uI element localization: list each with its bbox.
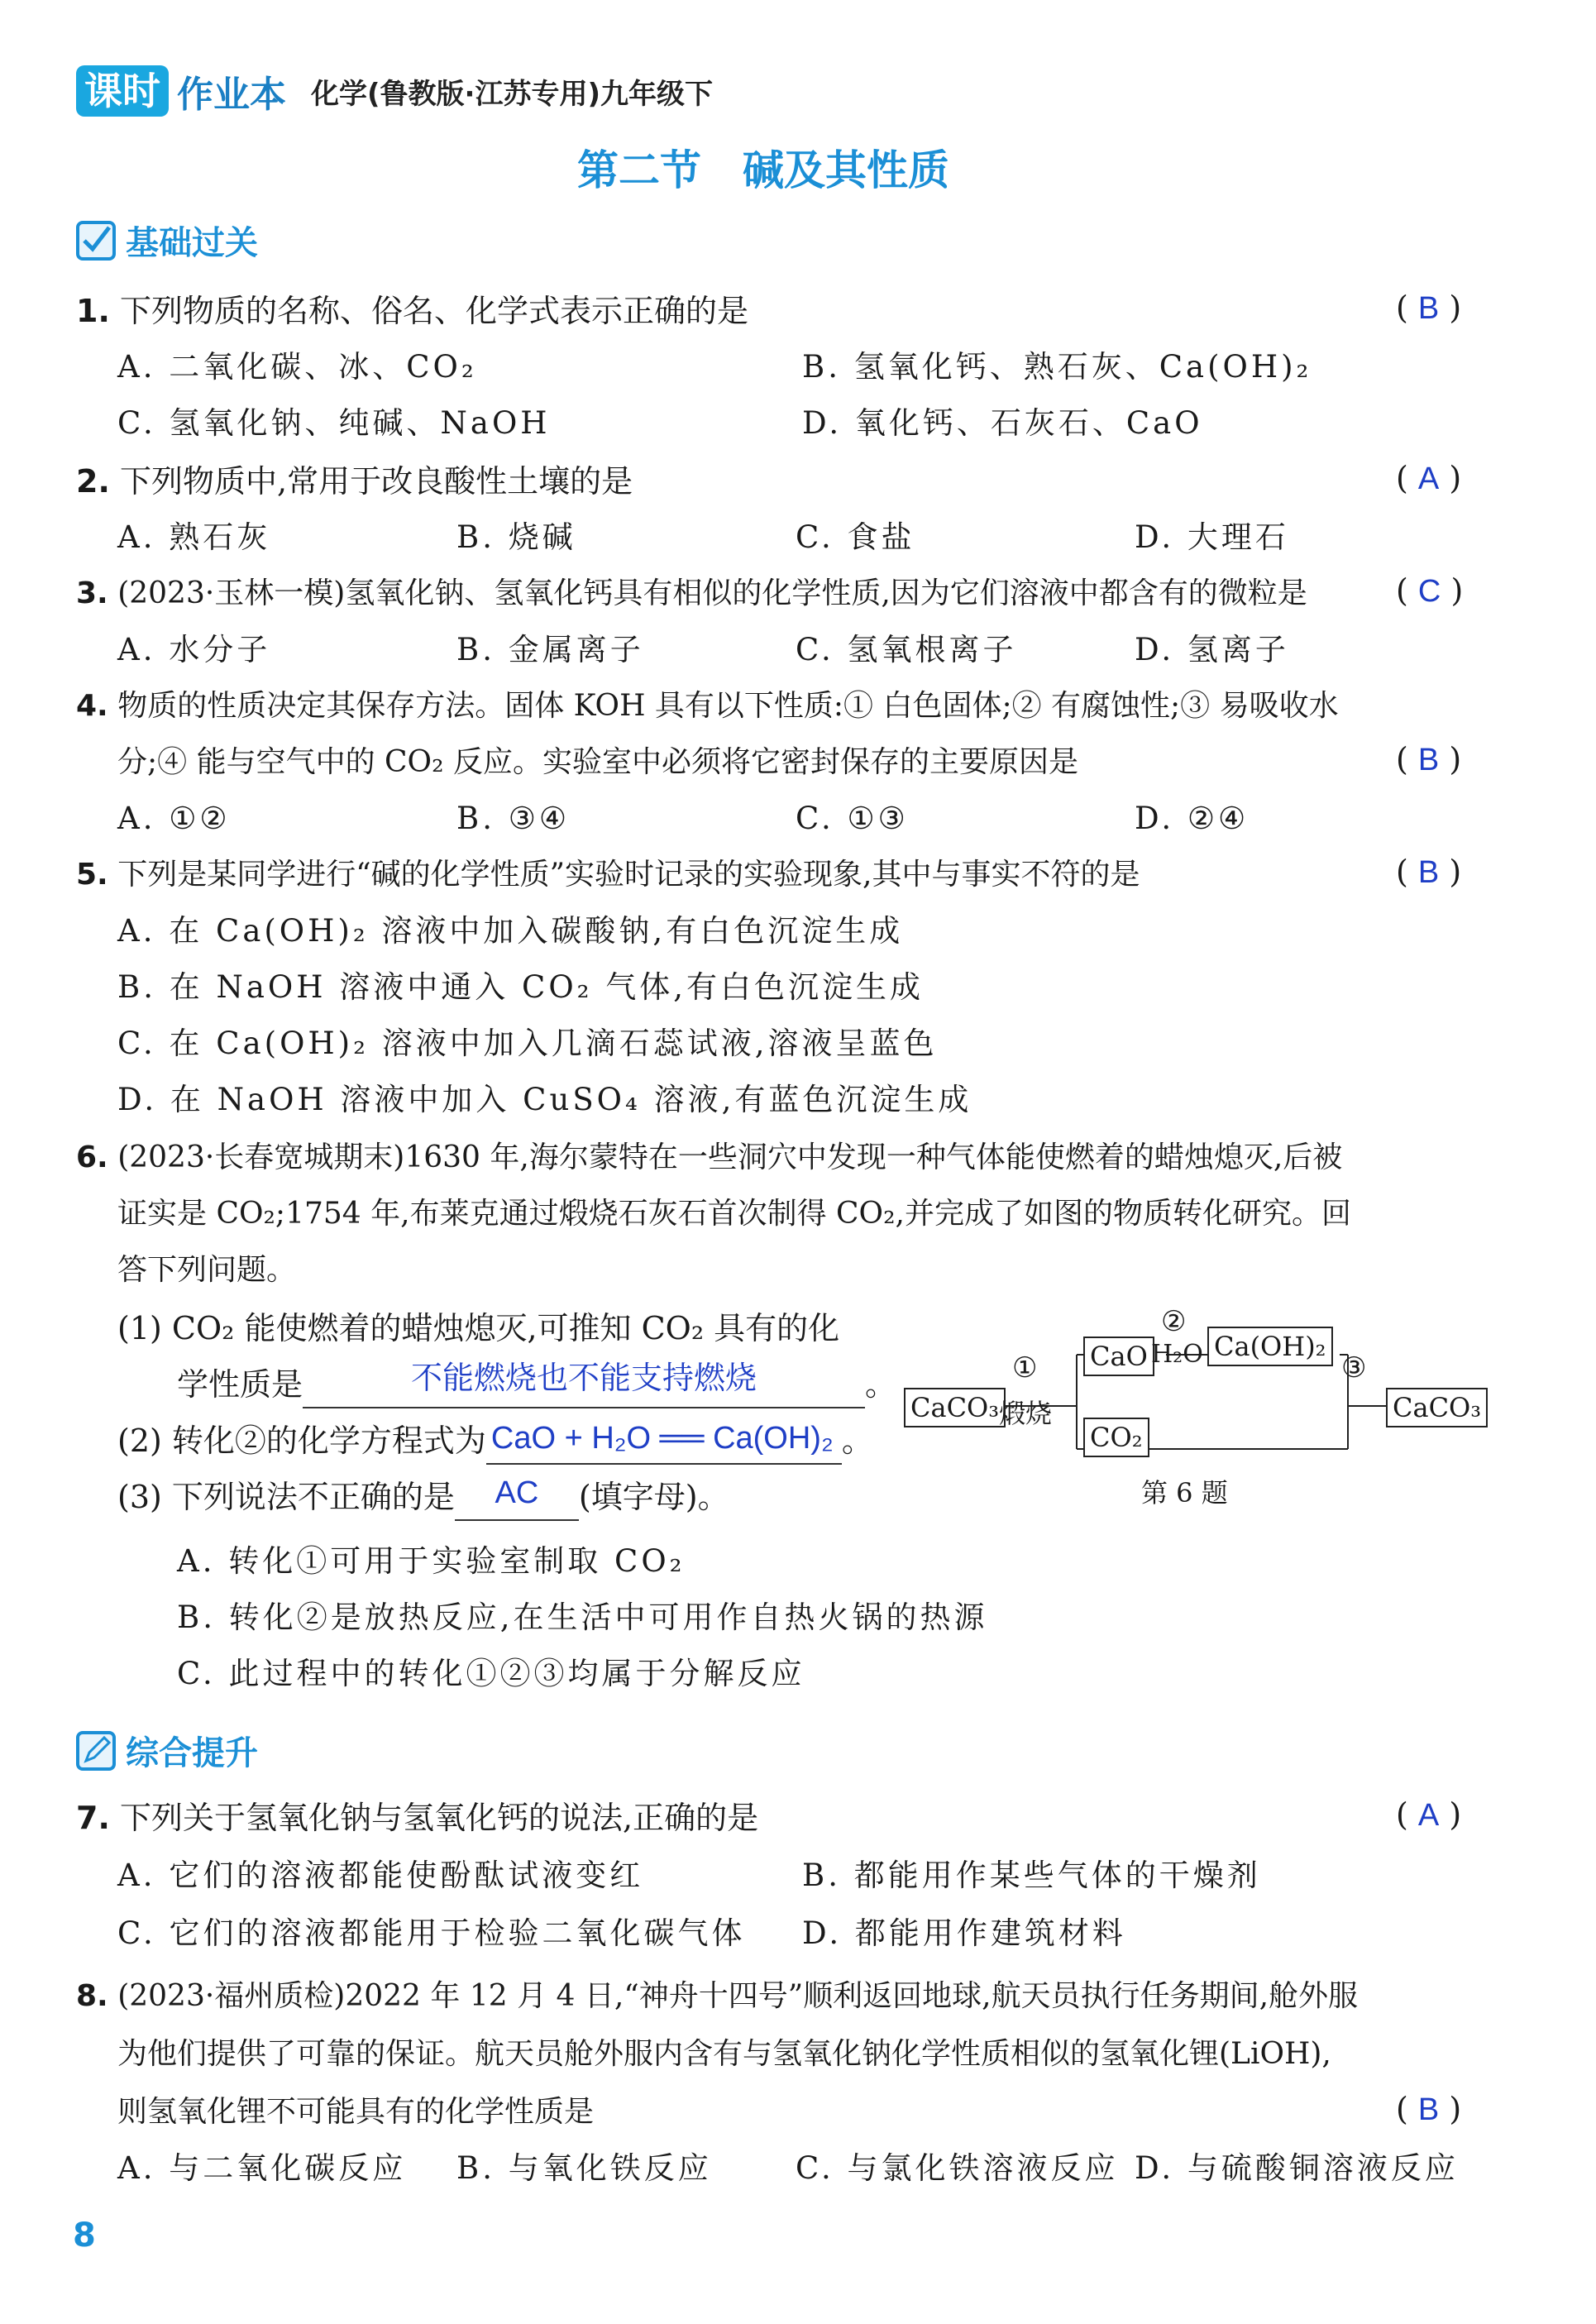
answer-bracket-3: ( C ) <box>1396 572 1464 609</box>
question-5: 5. 下列是某同学进行“碱的化学性质”实验时记录的实验现象,其中与事实不符的是 <box>76 858 1140 892</box>
step-1-marker: ① <box>1012 1351 1038 1384</box>
answer-5: B <box>1417 855 1440 890</box>
question-3: 3. (2023·玉林一模)氢氧化钠、氢氧化钙具有相似的化学性质,因为它们溶液中都含有的微粒是 <box>76 576 1307 610</box>
node-co2: CO₂ <box>1083 1418 1149 1457</box>
node-cao: CaO <box>1083 1337 1154 1376</box>
option: D. 氢离子 <box>1135 632 1289 667</box>
option: A. ①② <box>117 801 231 836</box>
answer-8: B <box>1417 2092 1440 2127</box>
q6-sub1-line1: (1) CO₂ 能使燃着的蜡烛熄灭,可推知 CO₂ 具有的化 <box>117 1310 840 1346</box>
option: D. 都能用作建筑材料 <box>802 1915 1126 1951</box>
option: D. ②④ <box>1135 801 1250 836</box>
option: A. 在 Ca(OH)₂ 溶液中加入碳酸钠,有白色沉淀生成 <box>117 913 904 949</box>
check-icon <box>76 221 116 261</box>
question-4: 4. 物质的性质决定其保存方法。固体 KOH 具有以下性质:① 白色固体;② 有腐蚀性;③ 易吸收水 <box>76 689 1339 723</box>
pencil-icon <box>76 1731 116 1771</box>
option: A. 二氧化碳、冰、CO₂ <box>117 349 477 385</box>
subhead-basic: 基础过关 <box>76 217 258 264</box>
header <box>76 65 713 117</box>
option: C. 氢氧化钠、纯碱、NaOH <box>117 405 551 441</box>
option: D. 在 NaOH 溶液中加入 CuSO₄ 溶液,有蓝色沉淀生成 <box>117 1082 972 1117</box>
question-8: 8. (2023·福州质检)2022 年 12 月 4 日,“神舟十四号”顺利返回地球,航天员执行任务期间,舱外服 <box>76 1979 1359 2013</box>
answer-bracket-1: ( B ) <box>1396 289 1462 326</box>
answer-bracket-8: ( B ) <box>1396 2091 1462 2127</box>
page-number: 8 <box>73 2216 96 2255</box>
option: C. 食盐 <box>796 519 915 555</box>
logo: 课时 <box>76 65 169 117</box>
question-8-line2: 为他们提供了可靠的保证。航天员舱外服内含有与氢氧化钠化学性质相似的氢氧化锂(LiOH), <box>117 2037 1331 2071</box>
subhead-advanced: 综合提升 <box>76 1727 258 1774</box>
q6-sub2-answer: CaO + H₂O ══ Ca(OH)₂ <box>490 1421 834 1456</box>
answer-4: B <box>1417 743 1440 777</box>
answer-2: A <box>1417 461 1440 496</box>
q6-sub1-line2: 学性质是 不能燃烧也不能支持燃烧 。 <box>177 1363 896 1408</box>
q6-sub1-answer: 不能燃烧也不能支持燃烧 <box>411 1361 757 1396</box>
option: B. ③④ <box>456 801 571 836</box>
option: A. 与二氧化碳反应 <box>117 2150 407 2186</box>
book-title: 作业本 <box>177 74 286 116</box>
option: A. 水分子 <box>117 632 271 667</box>
question-8-line3: 则氢氧化锂不可能具有的化学性质是 <box>117 2095 595 2129</box>
option: C. 在 Ca(OH)₂ 溶液中加入几滴石蕊试液,溶液呈蓝色 <box>117 1026 938 1061</box>
subject-info: 化学(鲁教版·江苏专用)九年级下 <box>311 77 713 111</box>
option: D. 与硫酸铜溶液反应 <box>1135 2150 1459 2186</box>
option: C. ①③ <box>796 801 909 836</box>
option: C. 与氯化铁溶液反应 <box>796 2150 1119 2186</box>
option: B. 都能用作某些气体的干燥剂 <box>802 1858 1261 1893</box>
question-6-line2: 证实是 CO₂;1754 年,布莱克通过煅烧石灰石首次制得 CO₂,并完成了如图的物质转化研究。回 <box>117 1197 1351 1231</box>
answer-bracket-4: ( B ) <box>1396 741 1462 777</box>
question-1: 1. 下列物质的名称、俗名、化学式表示正确的是 <box>76 293 748 329</box>
figure-caption: 第 6 题 <box>1141 1477 1228 1509</box>
option: B. 烧碱 <box>456 519 576 555</box>
question-6-line3: 答下列问题。 <box>117 1253 297 1287</box>
q6-sub3-answer: AC <box>495 1475 539 1510</box>
question-7: 7. 下列关于氢氧化钠与氢氧化钙的说法,正确的是 <box>76 1800 759 1836</box>
step-3-marker: ③ <box>1341 1351 1367 1384</box>
option: B. 在 NaOH 溶液中通入 CO₂ 气体,有白色沉淀生成 <box>117 969 925 1005</box>
question-1-stem: 下列物质的名称、俗名、化学式表示正确的是 <box>119 293 748 329</box>
answer-bracket-5: ( B ) <box>1396 854 1462 890</box>
option: B. 金属离子 <box>456 632 644 667</box>
node-caoh2: Ca(OH)₂ <box>1207 1327 1333 1366</box>
node-caco3-right: CaCO₃ <box>1386 1388 1488 1427</box>
step-2-marker: ② <box>1161 1305 1187 1338</box>
node-caco3-left: CaCO₃ <box>904 1388 1006 1427</box>
option: C. 此过程中的转化①②③均属于分解反应 <box>177 1656 805 1691</box>
answer-1: B <box>1417 291 1440 326</box>
option: B. 转化②是放热反应,在生活中可用作自热火锅的热源 <box>177 1600 988 1635</box>
q6-sub2: (2) 转化②的化学方程式为 CaO + H₂O ══ Ca(OH)₂ 。 <box>117 1419 873 1465</box>
answer-7: A <box>1417 1798 1440 1833</box>
question-4-line2: 分;④ 能与空气中的 CO₂ 反应。实验室中必须将它密封保存的主要原因是 <box>117 745 1078 779</box>
answer-bracket-2: ( A ) <box>1396 460 1462 496</box>
q6-sub3: (3) 下列说法不正确的是 AC (填字母)。 <box>117 1475 729 1521</box>
option: C. 氢氧根离子 <box>796 632 1017 667</box>
option: D. 大理石 <box>1135 519 1289 555</box>
question-6: 6. (2023·长春宽城期末)1630 年,海尔蒙特在一些洞穴中发现一种气体能使燃着的蜡烛熄灭,后被 <box>76 1140 1343 1174</box>
option: A. 转化①可用于实验室制取 CO₂ <box>177 1543 686 1579</box>
option: B. 氢氧化钙、熟石灰、Ca(OH)₂ <box>802 349 1312 385</box>
option: B. 与氧化铁反应 <box>456 2150 712 2186</box>
answer-3: C <box>1417 574 1441 609</box>
option: D. 氧化钙、石灰石、CaO <box>802 405 1203 441</box>
step-1-label: 煅烧 <box>999 1398 1053 1429</box>
option: C. 它们的溶液都能用于检验二氧化碳气体 <box>117 1915 746 1951</box>
answer-bracket-7: ( A ) <box>1396 1796 1462 1833</box>
step-2-label: H₂O <box>1151 1340 1203 1369</box>
option: A. 它们的溶液都能使酚酞试液变红 <box>117 1858 644 1893</box>
section-title: 第二节 碱及其性质 <box>577 146 949 194</box>
option: A. 熟石灰 <box>117 519 271 555</box>
question-2: 2. 下列物质中,常用于改良酸性土壤的是 <box>76 463 633 500</box>
